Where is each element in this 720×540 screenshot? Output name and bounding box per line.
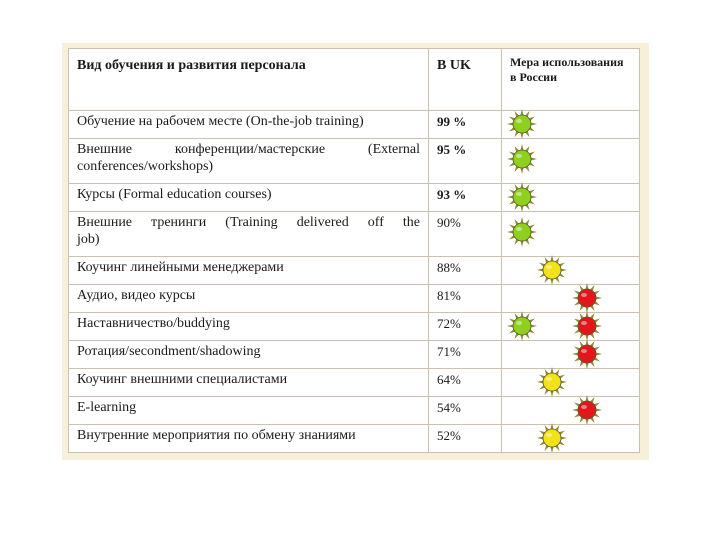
training-type-cell (69, 369, 429, 397)
table-row (69, 212, 640, 257)
table-row (69, 313, 640, 341)
training-type-cell (69, 111, 429, 139)
uk-percentage: 90% (437, 215, 461, 230)
training-type-cell (69, 285, 429, 313)
russia-usage-cell (502, 139, 640, 184)
red-light-icon (571, 338, 603, 370)
training-type-label: Внешние тренинги (Training delivered off the (77, 215, 420, 230)
training-table (68, 48, 640, 453)
uk-percentage-cell (429, 139, 502, 184)
uk-percentage-cell (429, 285, 502, 313)
russia-usage-cell (502, 397, 640, 425)
russia-usage-cell (502, 425, 640, 453)
uk-percentage: 93 % (437, 187, 467, 202)
training-type-label: E-learning (77, 400, 137, 415)
training-type-cell (69, 341, 429, 369)
table-row (69, 257, 640, 285)
training-type-cell (69, 425, 429, 453)
training-type-label: Внешние конференции/мастерские (External (77, 142, 420, 157)
uk-percentage: 99 % (437, 114, 467, 129)
training-type-label: Ротация/secondment/shadowing (77, 344, 261, 359)
russia-usage-cell (502, 313, 640, 341)
uk-percentage-cell (429, 313, 502, 341)
header-type: Вид обучения и развития персонала (69, 49, 429, 111)
training-type-cell (69, 397, 429, 425)
uk-percentage: 52% (437, 428, 461, 443)
uk-percentage-cell (429, 369, 502, 397)
green-light-icon (506, 181, 538, 213)
training-type-label-cont: conferences/workshops) (77, 159, 214, 174)
yellow-light-icon (536, 422, 568, 454)
training-type-label: Курсы (Formal education courses) (77, 187, 272, 202)
uk-percentage-cell (429, 111, 502, 139)
russia-usage-cell (502, 184, 640, 212)
training-type-label: Внутренние мероприятия по обмену знаниями (77, 428, 356, 443)
training-type-cell (69, 257, 429, 285)
table-row (69, 111, 640, 139)
green-light-icon (506, 310, 538, 342)
russia-usage-cell (502, 369, 640, 397)
uk-percentage: 95 % (437, 142, 467, 157)
russia-usage-cell (502, 285, 640, 313)
training-type-cell (69, 212, 429, 257)
uk-percentage-cell (429, 425, 502, 453)
header-uk: В UK (429, 49, 502, 111)
russia-usage-cell (502, 257, 640, 285)
uk-percentage: 64% (437, 372, 461, 387)
yellow-light-icon (536, 366, 568, 398)
uk-percentage: 81% (437, 288, 461, 303)
uk-percentage: 88% (437, 260, 461, 275)
table-row (69, 184, 640, 212)
yellow-light-icon (536, 254, 568, 286)
table-row (69, 341, 640, 369)
green-light-icon (506, 216, 538, 248)
table-row (69, 139, 640, 184)
training-type-cell (69, 313, 429, 341)
training-type-label: Коучинг линейными менеджерами (77, 260, 284, 275)
table-row (69, 397, 640, 425)
russia-usage-cell (502, 111, 640, 139)
uk-percentage-cell (429, 212, 502, 257)
uk-percentage: 54% (437, 400, 461, 415)
green-light-icon (506, 108, 538, 140)
russia-usage-cell (502, 341, 640, 369)
uk-percentage-cell (429, 257, 502, 285)
training-type-label-cont: job) (77, 232, 100, 247)
training-type-label: Коучинг внешними специалистами (77, 372, 288, 387)
uk-percentage: 71% (437, 344, 461, 359)
uk-percentage: 72% (437, 316, 461, 331)
table-header-row (69, 49, 640, 111)
russia-usage-cell (502, 212, 640, 257)
training-type-label: Обучение на рабочем месте (On-the-job training) (77, 114, 364, 129)
uk-percentage-cell (429, 184, 502, 212)
table-row (69, 425, 640, 453)
table-row (69, 369, 640, 397)
training-type-cell (69, 184, 429, 212)
green-light-icon (506, 143, 538, 175)
training-type-label: Наставничество/buddying (77, 316, 230, 331)
uk-percentage-cell (429, 341, 502, 369)
header-russia: Мера использования в России (502, 49, 640, 111)
uk-percentage-cell (429, 397, 502, 425)
training-type-label: Аудио, видео курсы (77, 288, 196, 303)
training-type-cell (69, 139, 429, 184)
red-light-icon (571, 394, 603, 426)
table-row (69, 285, 640, 313)
